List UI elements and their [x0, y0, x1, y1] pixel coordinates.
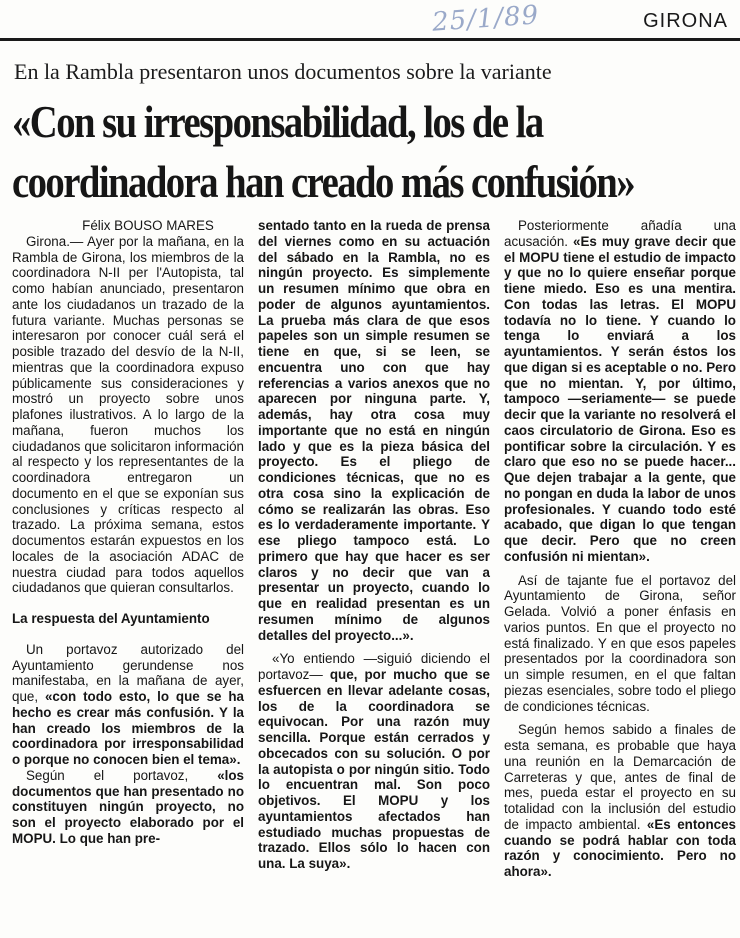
handwritten-date-annotation: 25/1/89 — [431, 0, 541, 38]
paragraph-text: Posteriormente añadía una acusación. — [504, 218, 736, 249]
article-column-3 — [504, 218, 736, 880]
quote-text: «los documentos que han presentado no constituyen ningún proyecto, no son el proyecto elaborado por el MOPU. Lo que han pre- — [12, 767, 244, 846]
paragraph — [258, 651, 490, 872]
paragraph-text: Un portavoz autorizado del Ayuntamiento gerundense nos manifestaba, en la mañana de ayer, que, — [12, 641, 244, 704]
subheading: La respuesta del Ayuntamiento — [12, 611, 210, 626]
paragraph: Girona.— Ayer por la mañana, en la Rambla de Girona, los miembros de la coordinadora N-II per l'Autopista, tal como habían anunciado, presentaron ante los ciudadanos un trazado de la futura variante. Muchas personas se interesaron por conocer cuál será el posible trazado del desvío de la N-II, mientras que la coordinadora expuso públicamente sus consideraciones y mostró un proyecto sobre unos plafones ilustrativos. A lo largo de la mañana, fueron muchos los ciudadanos que solicitaron información al respecto y los representantes de la coordinadora entregaron un documento en el que se exponían sus conclusiones y críticas respecto al trazado. La próxima semana, estos documentos estarán expuestos en los locales de la asociación ADAC de nuestra ciudad para todos aquellos ciudadanos que quieran consultarlos. — [12, 233, 244, 596]
quote-text: «Es entonces cuando se podrá hablar con toda razón y conocimiento. Pero no ahora». — [504, 816, 736, 879]
paragraph-text: Según hemos sabido a finales de esta semana, es probable que haya una reunión en la Demarcación de Carreteras y que, antes de final de mes, pueda estar el proyecto en su totalidad con la inclusión del estudio de impacto ambiental. — [504, 722, 736, 832]
kicker: En la Rambla presentaron unos documentos sobre la variante — [14, 59, 552, 84]
article-column-2 — [258, 218, 490, 872]
article-body — [6, 218, 736, 934]
paragraph — [504, 218, 736, 565]
headline — [12, 92, 736, 212]
paragraph: Así de tajante fue el portavoz del Ayuntamiento de Girona, señor Gelada. Volvió a poner énfasis en varios puntos. En que el proyecto no está finalizado. Y en que esos papeles presentados por la coordinadora son un simple resumen, en el que faltan piezas esenciales, sobre todo el pliego de condiciones técnicas. — [504, 572, 736, 714]
headline-line-2: coordinadora han creado más confusión» — [12, 157, 635, 207]
paragraph — [12, 642, 244, 768]
section-label: GIRONA — [643, 10, 728, 32]
headline-line-1: «Con su irresponsabilidad, los de la — [12, 97, 543, 147]
paragraph — [504, 722, 736, 880]
byline: Félix BOUSO MARES — [82, 218, 214, 233]
paragraph — [12, 768, 244, 847]
paragraph-text: «Yo entiendo —siguió diciendo el portavoz— — [258, 651, 490, 682]
quote-text: «con todo esto, lo que se ha hecho es crear más confusión. Y la han creado los miembros de la coordinadora por irresponsabilidad o porque no conocen bien el tema». — [12, 689, 244, 767]
article-column-1 — [12, 218, 244, 847]
quote-paragraph: sentado tanto en la rueda de prensa del viernes como en su actuación del sábado en la Rambla, no es ningún proyecto. Es simplemente un resumen mínimo que obra en poder de algunos ayuntamientos. La prueba más clara de que esos papeles son un simple resumen se tiene en que, si se leen, se encuentra uno con que hay referencias a varios anexos que no aparecen por ninguna parte. Y, además, hay otra cosa muy importante que no está en ningún lado y que es la pieza básica del proyecto. Es el pliego de condiciones técnicas, que no es otra cosa sino la explicación de cómo se realizarán las obras. Eso es lo verdaderamente importante. Y ese pliego tampoco está. Lo primero que hay que hacer es ser claros y no decir que van a presentar un proyecto, cuando lo que en realidad presentan es un resumen mínimo de algunos detalles del proyecto...». — [258, 218, 490, 643]
quote-text: que, por mucho que se esfuercen en llevar adelante cosas, los de la coordinadora se equivocan. Por una razón muy sencilla. Porque están cerrados y obcecados con su solución. O por la autopista o por ningún sitio. Todo lo encuentran mal. Son poco objetivos. El MOPU y los ayuntamientos afectados han estudiado muchas propuestas de trazado. Ellos sólo lo hacen con una. La suya». — [258, 667, 490, 871]
quote-text: «Es muy grave decir que el MOPU tiene el estudio de impacto y que no lo quiere enseñar porque tiene miedo. Eso es una mentira. Con todas las letras. El MOPU todavía no lo tiene. Y cuando lo tenga lo enviará a los ayuntamientos. Y serán éstos los que digan si es aceptable o no. Pero que no mientan. Y, por último, tampoco —seriamente— se puede decir que la variante no resolverá el caos circulatorio de Girona. Eso es pontificar sobre la circulación. Y es claro que eso no se puede hacer... Que dejen trabajar a la gente, que no pongan en duda la labor de unos profesionales. Y cuando todo esté acabado, que digan lo que tengan que decir. Pero que no creen confusión ni mientan». — [504, 233, 736, 564]
header-rule — [0, 38, 740, 41]
paragraph-text: Según el portavoz, — [26, 767, 218, 783]
